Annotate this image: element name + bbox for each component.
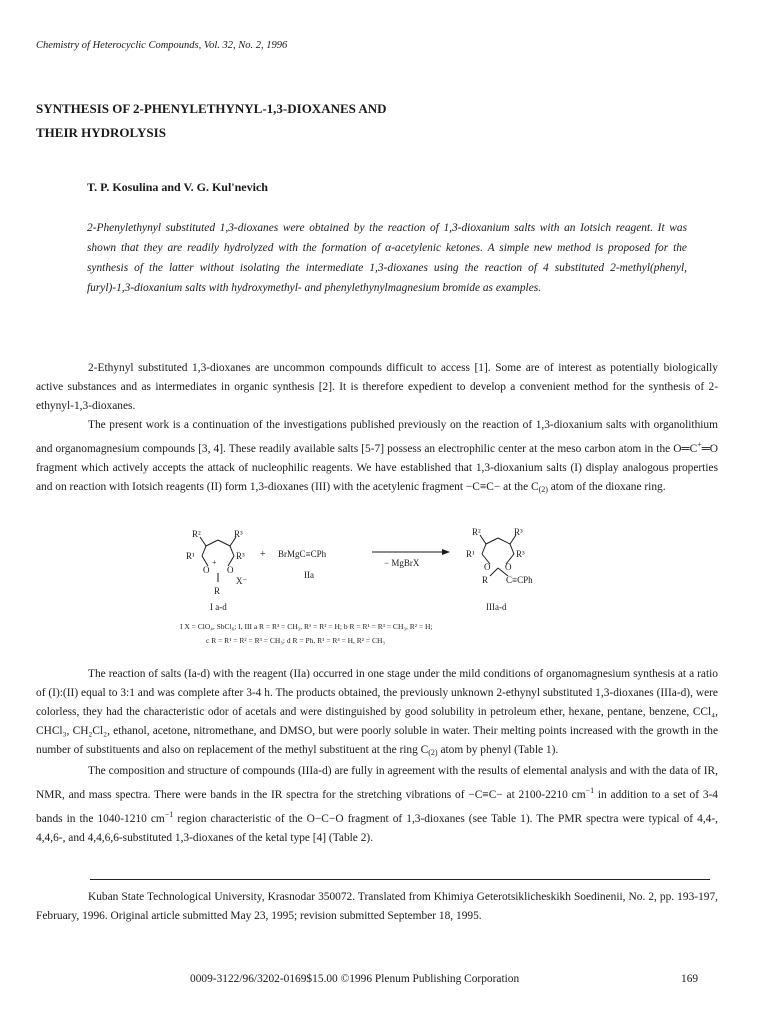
grignard-reagent: BrMgC≡CPh (278, 549, 327, 559)
reactant-r1: R¹ (186, 551, 195, 561)
paragraph-4: The composition and structure of compounds (IIIa-d) are fully in agreement with the results of elemental analysis and with the data of IR, NMR, and mass spectra. There were bands in the IR spectra for the stretching vibrations of −C≡C− at 2100-2210 $cm^{-1}$ in addition to a set of 3-4 bands in the 1040-1210 $cm^{-1}$ region characteristic of the O−C−O fragment of 1,3-dioxanes (see Table 1). The PMR spectra were typical of 4,4-, 4,4,6-, and 4,4,6,6-substituted 1,3-dioxanes of the ketal type [4] (Table 2). (36, 765, 719, 844)
copyright-line: 0009-3122/96/3202-0169$15.00 ©1996 Plenum Publishing Corporation (190, 973, 520, 985)
reactant-r: R (214, 586, 221, 596)
product-r3: R³ (514, 527, 523, 537)
product-label: IIIa-d (486, 602, 507, 612)
product-ethynyl-substituent: C≡CPh (506, 575, 533, 585)
reactant-r2: R² (192, 529, 201, 539)
dioxanium-ring (200, 537, 236, 582)
abstract: 2-Phenylethynyl substituted 1,3-dioxanes were obtained by the reaction of 1,3-dioxanium salts with an Iotsich reagent. It was shown that they are readily hydrolyzed with the formation of α-acetylenic ketones. A simple new method is proposed for the synthesis of the latter without isolating the intermediate 1,3-dioxanes using the reaction of 4 substituted 2-methyl(phenyl, furyl)-1,3-dioxanium salts with hydroxymethyl- and phenylethynylmagnesium bromide as examples. (87, 222, 687, 294)
reactant-label: I a-d (210, 602, 227, 612)
reaction-scheme (160, 510, 600, 658)
footnote-divider (90, 879, 710, 880)
arrow-byproduct: − MgBrX (384, 558, 420, 568)
title-line-2: THEIR HYDROLYSIS (36, 125, 166, 140)
paragraph-2: The present work is a continuation of the investigations published previously on the reaction of 1,3-dioxanium salts with organolithium and organomagnesium compounds [3, 4]. These readily available salts [5-7] possess an electrophilic center at the meso carbon atom in the O═C+═O fragment which actively accepts the attack of nucleophilic reagents. We have established that 1,3-dioxanium salts (I) display analogous properties and on reaction with Iotsich reagents (II) form 1,3-dioxanes (III) with the acetylenic fragment −C≡C− at the $C_{(2)}$ atom of the dioxane ring. (36, 419, 718, 494)
scheme-note-2: c R = R¹ = R² = R³ = CH₃; d R = Ph, R¹ = R³ = H, R² = CH₃ (206, 636, 386, 645)
body-paragraphs-results (36, 665, 718, 848)
product-r3-second: R³ (516, 549, 525, 559)
body-paragraphs-intro (36, 359, 718, 499)
paragraph-1: 2-Ethynyl substituted 1,3-dioxanes are uncommon compounds difficult to access [1]. Some are of interest as potentially biologically active substances and as intermediates in organic synthesis [2]. It is therefore expedient to develop a convenient method for the synthesis of 2-ethynyl-1,3-dioxanes. (36, 362, 718, 412)
arrow-head (442, 549, 450, 555)
product-r2: R² (472, 527, 481, 537)
product-o-left: O (484, 562, 491, 572)
ring-positive-charge: + (212, 558, 217, 567)
paragraph-3: The reaction of salts (Ia-d) with the reagent (IIa) occurred in one stage under the mild conditions of organomagnesium synthesis at a ratio of (I):(II) equal to 3:1 and was complete after 3-4 h. The products obtained, the previously unknown 2-ethynyl substituted 1,3-dioxanes (IIIa-d), were colorless, they had the characteristic odor of acetals and were distinguished by good solubility in petroleum ether, hexane, pentane, benzene, CCl₄, CHCl₃, CH₂Cl₂, ethanol, acetone, nitromethane, and DMSO, but were poorly soluble in water. Their melting points increased with the growth in the number of substituents and also on replacement of the methyl substituent at the ring $C_{(2)}$ atom by phenyl (Table 1). (36, 668, 718, 757)
title-line-1: SYNTHESIS OF 2-PHENYLETHYNYL-1,3-DIOXANES AND (36, 101, 387, 116)
reactant-r3: R³ (234, 529, 243, 539)
reactant-r3-second: R³ (236, 551, 245, 561)
plus-sign: + (260, 549, 266, 560)
product-r1: R¹ (466, 549, 475, 559)
reactant-o-left: O (203, 565, 210, 575)
article-title (36, 97, 636, 145)
product-o-right: O (505, 562, 512, 572)
scheme-note-1: I X = ClO₄, SbCl₆; I, III a R = R³ = CH₃, R¹ = R² = H; b R = R¹ = R³ = CH₃, R² = H; (180, 622, 433, 631)
reactant-o-right: O (227, 565, 234, 575)
footnote (36, 888, 718, 926)
product-r: R (482, 575, 489, 585)
journal-header: Chemistry of Heterocyclic Compounds, Vol. 32, No. 2, 1996 (36, 40, 288, 51)
page-number: 169 (681, 973, 699, 985)
footnote-text: Kuban State Technological University, Krasnodar 350072. Translated from Khimiya Geterotsiklicheskikh Soedinenii, No. 2, pp. 193-197, February, 1996. Original article submitted May 23, 1995; revision submitted September 18, 1995. (36, 891, 718, 922)
authors: T. P. Kosulina and V. G. Kul'nevich (87, 180, 268, 194)
counter-anion: X⁻ (236, 576, 248, 586)
reagent-label: IIa (304, 570, 314, 580)
